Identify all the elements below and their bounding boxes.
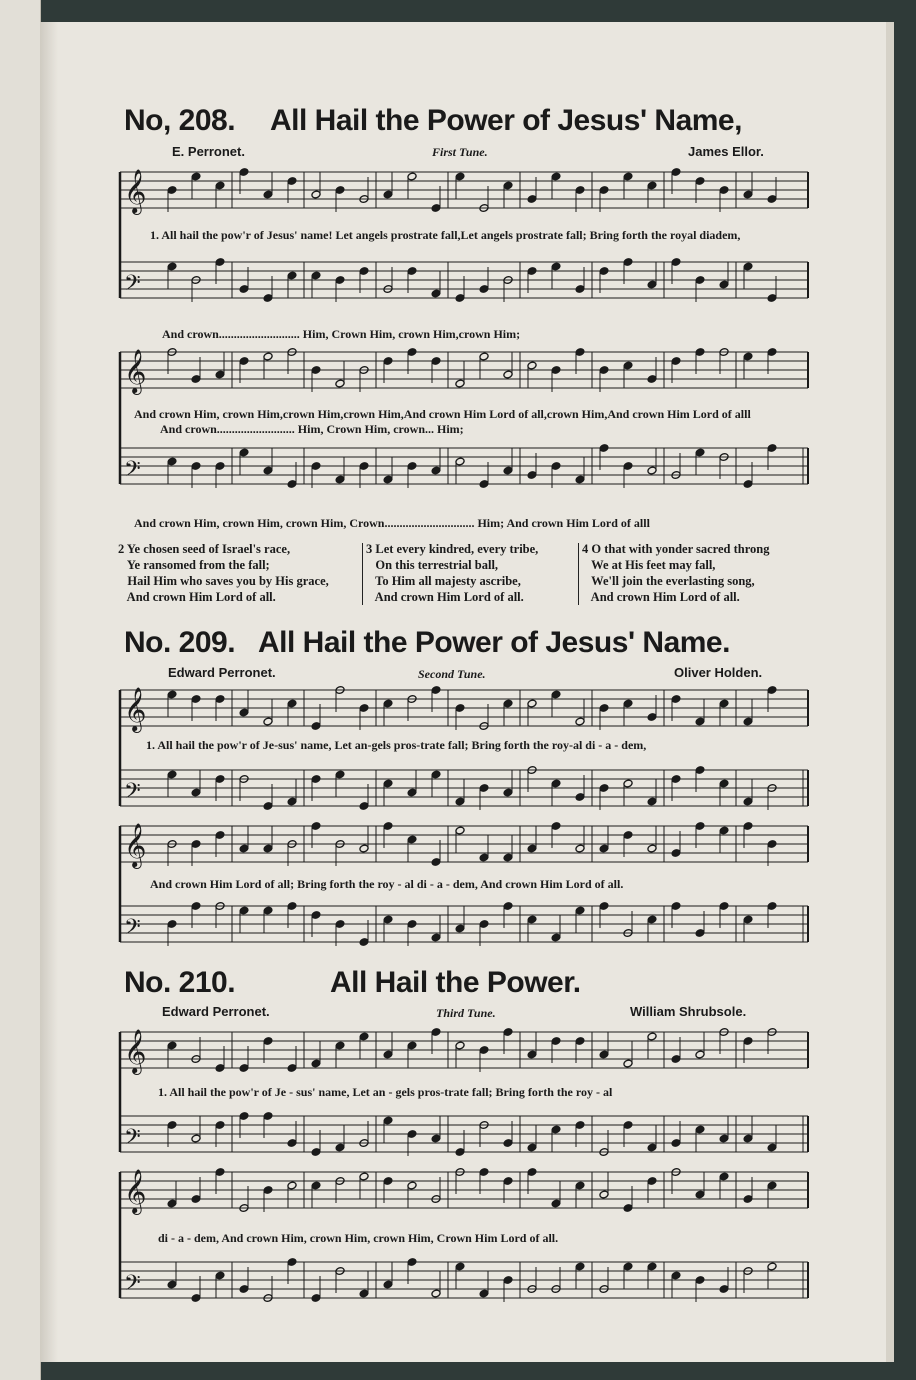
lyric-line: 1. All hail the pow'r of Je - sus' name, Let an - gels pros-trate fall; Bring forth the roy - al — [158, 1085, 613, 1099]
lyric-line: 1. All hail the pow'r of Je-sus' name, Let an-gels pros-trate fall; Bring forth the roy-al di - a - dem, — [146, 738, 647, 752]
hymn-tune-208: First Tune. — [432, 145, 488, 159]
bass-clef-icon: 𝄢 — [124, 1125, 141, 1155]
hymn-composer-208: James Ellor. — [688, 144, 764, 159]
lyric-line: di - a - dem, And crown Him, crown Him, crown Him, Crown Him Lord of all. — [158, 1231, 559, 1245]
hymn-number-208: No, 208. — [124, 104, 236, 137]
lyric-line: And crown Him Lord of all; Bring forth the roy - al di - a - dem, And crown Him Lord of all. — [150, 877, 624, 891]
lyric-line: And crown Him, crown Him, crown Him, Crown.............................. Him; And crown Him Lord of alll — [134, 516, 650, 530]
treble-clef-icon: 𝄞 — [124, 1029, 147, 1073]
hymn-author-209: Edward Perronet. — [168, 665, 276, 680]
verse-divider — [578, 543, 579, 605]
lyric-line: And crown.......................... Him, Crown Him, crown... Him; — [160, 422, 464, 436]
hymn-tune-209: Second Tune. — [418, 667, 486, 681]
lyric-line: And crown Him, crown Him,crown Him,crown Him,And crown Him Lord of all,crown Him,And crown Him Lord of alll — [134, 407, 751, 421]
treble-clef-icon: 𝄞 — [124, 169, 147, 213]
hymn-author-210: Edward Perronet. — [162, 1004, 270, 1019]
hymn-title-209: All Hail the Power of Jesus' Name. — [258, 626, 730, 659]
hymn-number-209: No. 209. — [124, 626, 236, 659]
hymn-title-210: All Hail the Power. — [330, 966, 581, 999]
hymn-composer-210: William Shrubsole. — [630, 1004, 747, 1019]
hymn-author-208: E. Perronet. — [172, 144, 245, 159]
treble-clef-icon: 𝄞 — [124, 349, 147, 393]
treble-clef-icon: 𝄞 — [124, 823, 147, 867]
bass-clef-icon: 𝄢 — [124, 457, 141, 487]
additional-verses — [118, 541, 808, 609]
hymn-title-208: All Hail the Power of Jesus' Name, — [270, 104, 742, 137]
verse-4: 4 O that with yonder sacred throng We at His feet may fall, We'll join the everlasting song, And crown Him Lord of all. — [582, 542, 770, 604]
verse-3: 3 Let every kindred, every tribe, On this terrestrial ball, To Him all majesty ascribe, And crown Him Lord of all. — [366, 542, 539, 604]
bass-clef-icon: 𝄢 — [124, 271, 141, 301]
hymn-composer-209: Oliver Holden. — [674, 665, 763, 680]
bass-clef-icon: 𝄢 — [124, 779, 141, 809]
treble-clef-icon: 𝄞 — [124, 687, 147, 731]
hymn-number-210: No. 210. — [124, 966, 236, 999]
treble-clef-icon: 𝄞 — [124, 1169, 147, 1213]
verse-2: 2 Ye chosen seed of Israel's race, Ye ransomed from the fall; Hail Him who saves you by His grace, And crown Him Lord of all. — [118, 542, 329, 604]
verse-divider — [362, 543, 363, 605]
bass-clef-icon: 𝄢 — [124, 915, 141, 945]
lyric-line: 1. All hail the pow'r of Jesus' name! Let angels prostrate fall,Let angels prostrate fall; Bring forth the royal diadem, — [150, 228, 741, 242]
lyric-line: And crown........................... Him, Crown Him, crown Him,crown Him; — [162, 327, 521, 341]
hymn-tune-210: Third Tune. — [436, 1006, 496, 1020]
bass-clef-icon: 𝄢 — [124, 1271, 141, 1301]
